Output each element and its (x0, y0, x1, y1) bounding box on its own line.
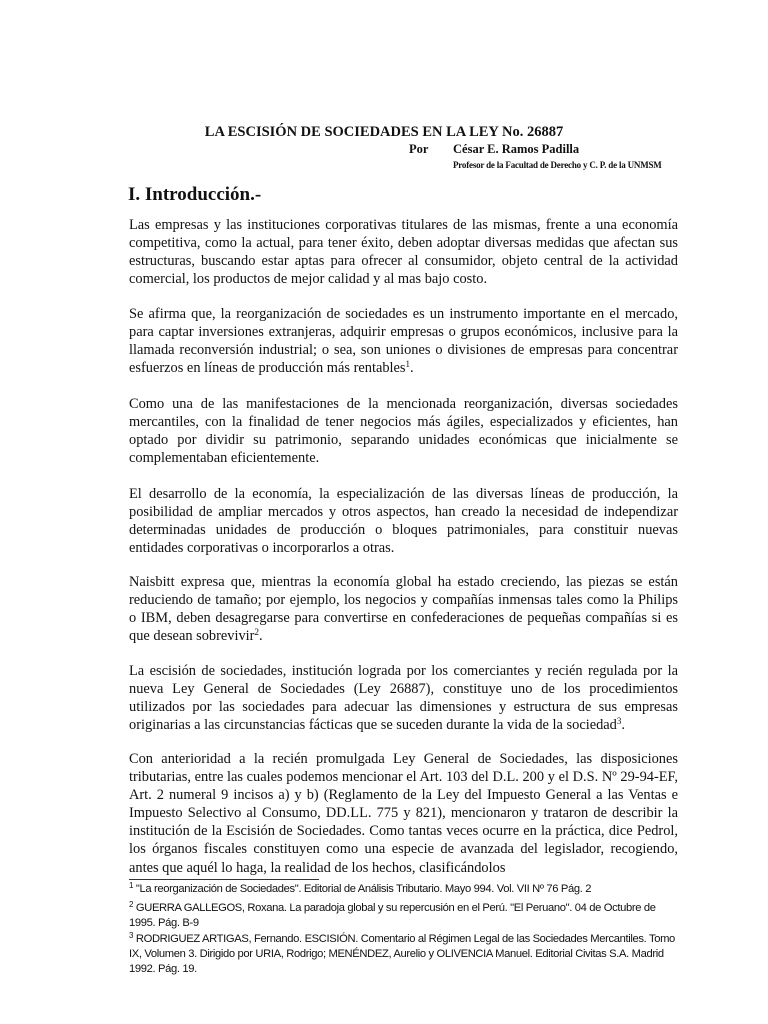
paragraph-text: Naisbitt expresa que, mientras la economía global ha estado creciendo, las piezas se están reduciendo de tamaño; por ejemplo, los negocios y compañías inmensas tales como la Philips o IBM, deben desagregarse para convertirse en confederaciones de pequeñas compañías si es que desean sobrevivir (129, 574, 678, 645)
paragraph-text: Se afirma que, la reorganización de sociedades es un instrumento importante en el mercado, para captar inversiones extranjeras, adquirir empresas o grupos económicos, inclusive para la llamada reconversión industrial; o sea, son uniones o divisiones de empresas para concentrar esfuerzos en líneas de producción más rentables (129, 306, 678, 377)
paragraph-end: . (410, 360, 414, 377)
footnote (129, 901, 678, 931)
paragraph-text: El desarrollo de la economía, la especialización de las diversas líneas de producción, la posibilidad de ampliar mercados y otros aspectos, han creado la necesidad de independizar determinadas unidades de producción o bloques patrimoniales, para constituir nuevas entidades corporativas o incorporarlos a otras. (129, 486, 678, 557)
paragraph-end: . (621, 717, 625, 734)
footnote-text: "La reorganización de Sociedades". Editorial de Análisis Tributario. Mayo 994. Vol. VII Nº 76 Pág. 2 (133, 883, 592, 895)
paragraph (129, 305, 678, 377)
author-name: César E. Ramos Padilla (453, 142, 580, 156)
footnote-marker: 3 (129, 931, 134, 940)
paragraph (129, 395, 678, 467)
footnote-marker: 1 (129, 881, 134, 890)
document-title: LA ESCISIÓN DE SOCIEDADES EN LA LEY No. 26887 (204, 124, 564, 140)
footnote-divider (129, 879, 319, 880)
footnote (129, 882, 678, 897)
paragraph-text: La escisión de sociedades, institución lograda por los comerciantes y recién regulada por la nueva Ley General de Sociedades (Ley 26887), constituye uno de los procedimientos utilizados por las sociedades para adecuar las dimensiones y estructura de sus empresas originarias a las circunstancias fácticas que se suceden durante la vida de la sociedad (129, 663, 678, 734)
paragraph-text: Como una de las manifestaciones de la mencionada reorganización, diversas sociedades mercantiles, con la finalidad de tener negocios más ágiles, especializados y eficientes, han optado por dividir su patrimonio, separando unidades económicas que inicialmente se complementaban eficientemente. (129, 396, 678, 467)
footnote-text: GUERRA GALLEGOS, Roxana. La paradoja global y su repercusión en el Perú. "El Peruano". 04 de Octubre de 1995. Pág. B-9 (129, 902, 656, 929)
paragraph-text: Con anterioridad a la recién promulgada Ley General de Sociedades, las disposiciones tributarias, entre las cuales podemos mencionar el Art. 103 del D.L. 200 y el D.S. Nº 29-94-EF, Art. 2 numeral 9 incisos a) y b) (Reglamento de la Ley del Impuesto General a las Ventas e Impuesto Selectivo al Consumo, DD.LL. 775 y 821), mencionaron y trataron de describir la institución de la Escisión de Sociedades. Como tantas veces ocurre en la práctica, dice Pedrol, los órganos fiscales constituyen como una especie de avanzada del legislador, recogiendo, antes que aquél lo haga, la realidad de los hechos, clasificándolos (129, 751, 678, 876)
footnote (129, 932, 678, 977)
paragraph (129, 750, 678, 877)
paragraph (129, 662, 678, 734)
paragraph-text: Las empresas y las instituciones corporativas titulares de las mismas, frente a una economía competitiva, como la actual, para tener éxito, deben adoptar diversas medidas que afectan sus estructuras, buscando estar aptas para ofrecer al consumidor, objeto central de la actividad comercial, los productos de mejor calidad y al mas bajo costo. (129, 217, 678, 288)
paragraph (129, 573, 678, 645)
footnote-marker: 2 (129, 900, 134, 909)
paragraph-end: . (258, 628, 263, 645)
footnote-ref[interactable]: 2 (254, 627, 259, 638)
footnote-text: RODRIGUEZ ARTIGAS, Fernando. ESCISIÓN. Comentario al Régimen Legal de las Sociedades Mercantiles. Tomo IX, Volumen 3. Dirigido por URIA, Rodrigo; MENÉNDEZ, Aurelio y OLIVENCIA Manuel. Editorial Civitas S.A. Madrid 1992. Pág. 19. (129, 933, 675, 975)
author-affiliation: Profesor de la Facultad de Derecho y C. P. de la UNMSM (453, 160, 662, 170)
byline-por: Por (409, 142, 429, 156)
footnote-ref[interactable]: 1 (405, 359, 411, 370)
footnote-ref[interactable]: 3 (616, 716, 622, 727)
paragraph (129, 216, 678, 288)
paragraph (129, 485, 678, 557)
section-heading: I. Introducción.- (128, 184, 262, 205)
